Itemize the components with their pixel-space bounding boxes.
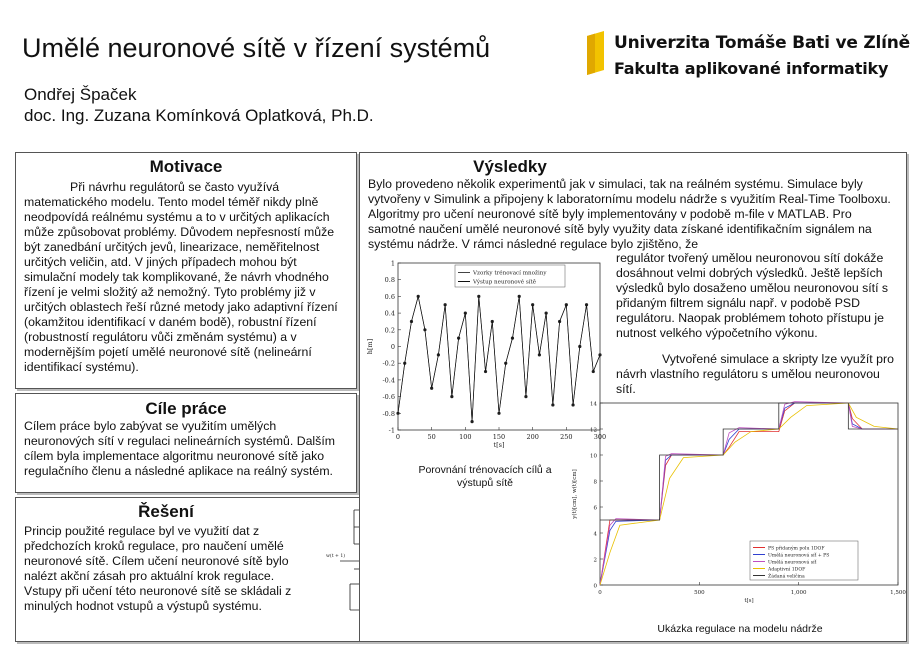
vysledky-paragraph: regulátor tvořený umělou neuronovou sítí dokáže dosáhnout velmi dobrých výsledků. Ještě lepších výsledků bylo dosaženo umělou neuronovou sítí s přidaným filtrem signálu např. v podobě PSD regulátoru. Naopak problémem tohoto přístupu je nutnost velkého výpočetního výkonu. [616, 251, 889, 340]
diagram-input-label: w(t + 1) [326, 554, 346, 559]
legend-entry: Vzorky trénovací množiny [473, 270, 547, 277]
x-tick-label: 500 [694, 590, 705, 596]
x-tick-label: 1,000 [790, 590, 807, 596]
y-tick-label: 0.8 [384, 276, 395, 285]
utb-logo-icon [584, 30, 610, 78]
faculty-name: Fakulta aplikované informatiky [614, 59, 889, 78]
y-tick-label: 0.4 [384, 309, 395, 318]
x-axis-label: t[s] [493, 441, 505, 449]
y-tick-label: 0 [593, 583, 597, 590]
legend-entry: Umělá neuronová síť + PS [768, 553, 830, 559]
y-tick-label: 4 [593, 531, 597, 538]
y-tick-label: 8 [593, 479, 597, 486]
vysledky-panel [359, 152, 907, 642]
legend-entry: Umělá neuronová síť [768, 560, 817, 566]
x-tick-label: 50 [427, 433, 436, 441]
university-logo [584, 30, 910, 82]
reseni-heading: Řešení [138, 502, 194, 521]
x-tick-label: 200 [526, 433, 539, 441]
y-tick-label: 10 [590, 453, 597, 460]
y-tick-label: 2 [593, 557, 597, 564]
y-tick-label: 12 [590, 427, 597, 434]
y-tick-label: -1 [388, 426, 395, 435]
y-tick-label: 1 [390, 259, 395, 268]
vysledky-intro: Bylo provedeno několik experimentů jak v simulaci, tak na reálném systému. Simulace byly vytvořeny v Simulink a připojeny k laboratornímu modelu nádrže s využitím Real-Time Toolboxu. Algoritmy pro učení neuronové sítě byly implementovány v podobě m-file v MATLAB. Pro samotné naučení umělé neuronové sítě byly využity data získané identifikačním signálem na systému nádrže. V rámci následné regulace bylo zjištěno, že [368, 177, 891, 251]
legend-entry: Výstup neuronové sítě [473, 279, 537, 286]
motivace-heading: Motivace [149, 157, 223, 176]
y-tick-label: 14 [590, 401, 597, 408]
author-name: Ondřej Špaček [24, 85, 137, 104]
supervisor-name: doc. Ing. Zuzana Komínková Oplatková, Ph.D. [24, 106, 374, 125]
legend-entry: Žádaná veličina [768, 574, 805, 580]
y-axis-label: h[m] [366, 338, 374, 355]
vysledky-heading: Výsledky [473, 157, 547, 176]
cile-panel [15, 393, 357, 493]
y-tick-label: -0.6 [382, 393, 395, 402]
y-tick-label: -0.2 [382, 359, 395, 368]
series-line-5 [600, 403, 898, 520]
x-tick-label: 300 [593, 433, 607, 441]
regulation-chart [564, 397, 904, 617]
x-tick-label: 1,500 [890, 590, 906, 596]
x-tick-label: 100 [459, 433, 472, 441]
regulation-chart-caption: Ukázka regulace na modelu nádrže [657, 623, 823, 635]
y-tick-label: 6 [593, 505, 597, 512]
university-name: Univerzita Tomáše Bati ve Zlíně [614, 33, 910, 53]
x-tick-label: 150 [492, 433, 506, 441]
legend-entry: Adaptivní 1DOF [768, 567, 806, 573]
y-axis-label: y(t)[cm], w(t)[cm] [572, 469, 578, 519]
x-tick-label: 250 [560, 433, 573, 441]
poster-title: Umělé neuronové sítě v řízení systémů [22, 33, 491, 63]
y-tick-label: -0.4 [382, 376, 395, 385]
cile-text: Cílem práce bylo zabývat se využitím umělých neuronových sítí v regulaci nelineárních systémů. Dalším cílem byla implementace algoritmu neuronové sítě jako regulačního členu a následné aplikace na reálný systém. [24, 419, 335, 478]
motivace-text: Při návrhu regulátorů se často využívá matematického modelu. Tento model téměř nikdy plně neodpovídá reálnému systému a to v určitých aplikacích může způsobovat problémy. Důvodem nepřesností může být zanedbání určitých jevů, linearizace, neměřitelnost určitých veličin, atd. V jiných případech mohou být simulační modely tak komplikované, že návrh vhodného řízení je velmi složitý až nemožný. Tyto problémy již v určitých oblastech řeší různé metody jako adaptivní řízení (okamžitou identifikací v daném bodě), robustní řízení (robustností regulátoru vůči změnám systému) a v modernějším pojetí umělé neuronové sítě (nelineární identifikací systému). [24, 180, 338, 374]
reseni-text: Princip použité regulace byl ve využití dat z předchozích kroků regulace, pro naučení umělé neuronové sítě. Cílem učení neuronové sítě bylo nalézt akční zásah pro aktuální krok regulace. Vstupy při učení této neuronové sítě se skládali z minulých hodnot vstupů a výstupů systému. [24, 524, 292, 613]
motivace-panel [15, 152, 357, 389]
x-tick-label: 0 [598, 590, 602, 596]
authors [24, 84, 374, 126]
training-chart-caption: Porovnání trénovacích cílů a výstupů sítě [418, 464, 552, 489]
vysledky-paragraph-scripts: Vytvořené simulace a skripty lze využít pro návrh vlastního regulátoru s umělou neuronovou sítí. [616, 352, 894, 396]
y-tick-label: 0.2 [384, 326, 395, 335]
legend-entry: PS přidaným polu 1DOF [768, 546, 825, 552]
cile-heading: Cíle práce [145, 399, 227, 418]
y-tick-label: -0.8 [382, 409, 395, 418]
y-tick-label: 0.6 [384, 292, 395, 301]
y-tick-label: 0 [390, 343, 395, 351]
x-axis-label: t[s] [744, 598, 754, 604]
x-tick-label: 0 [395, 433, 401, 441]
